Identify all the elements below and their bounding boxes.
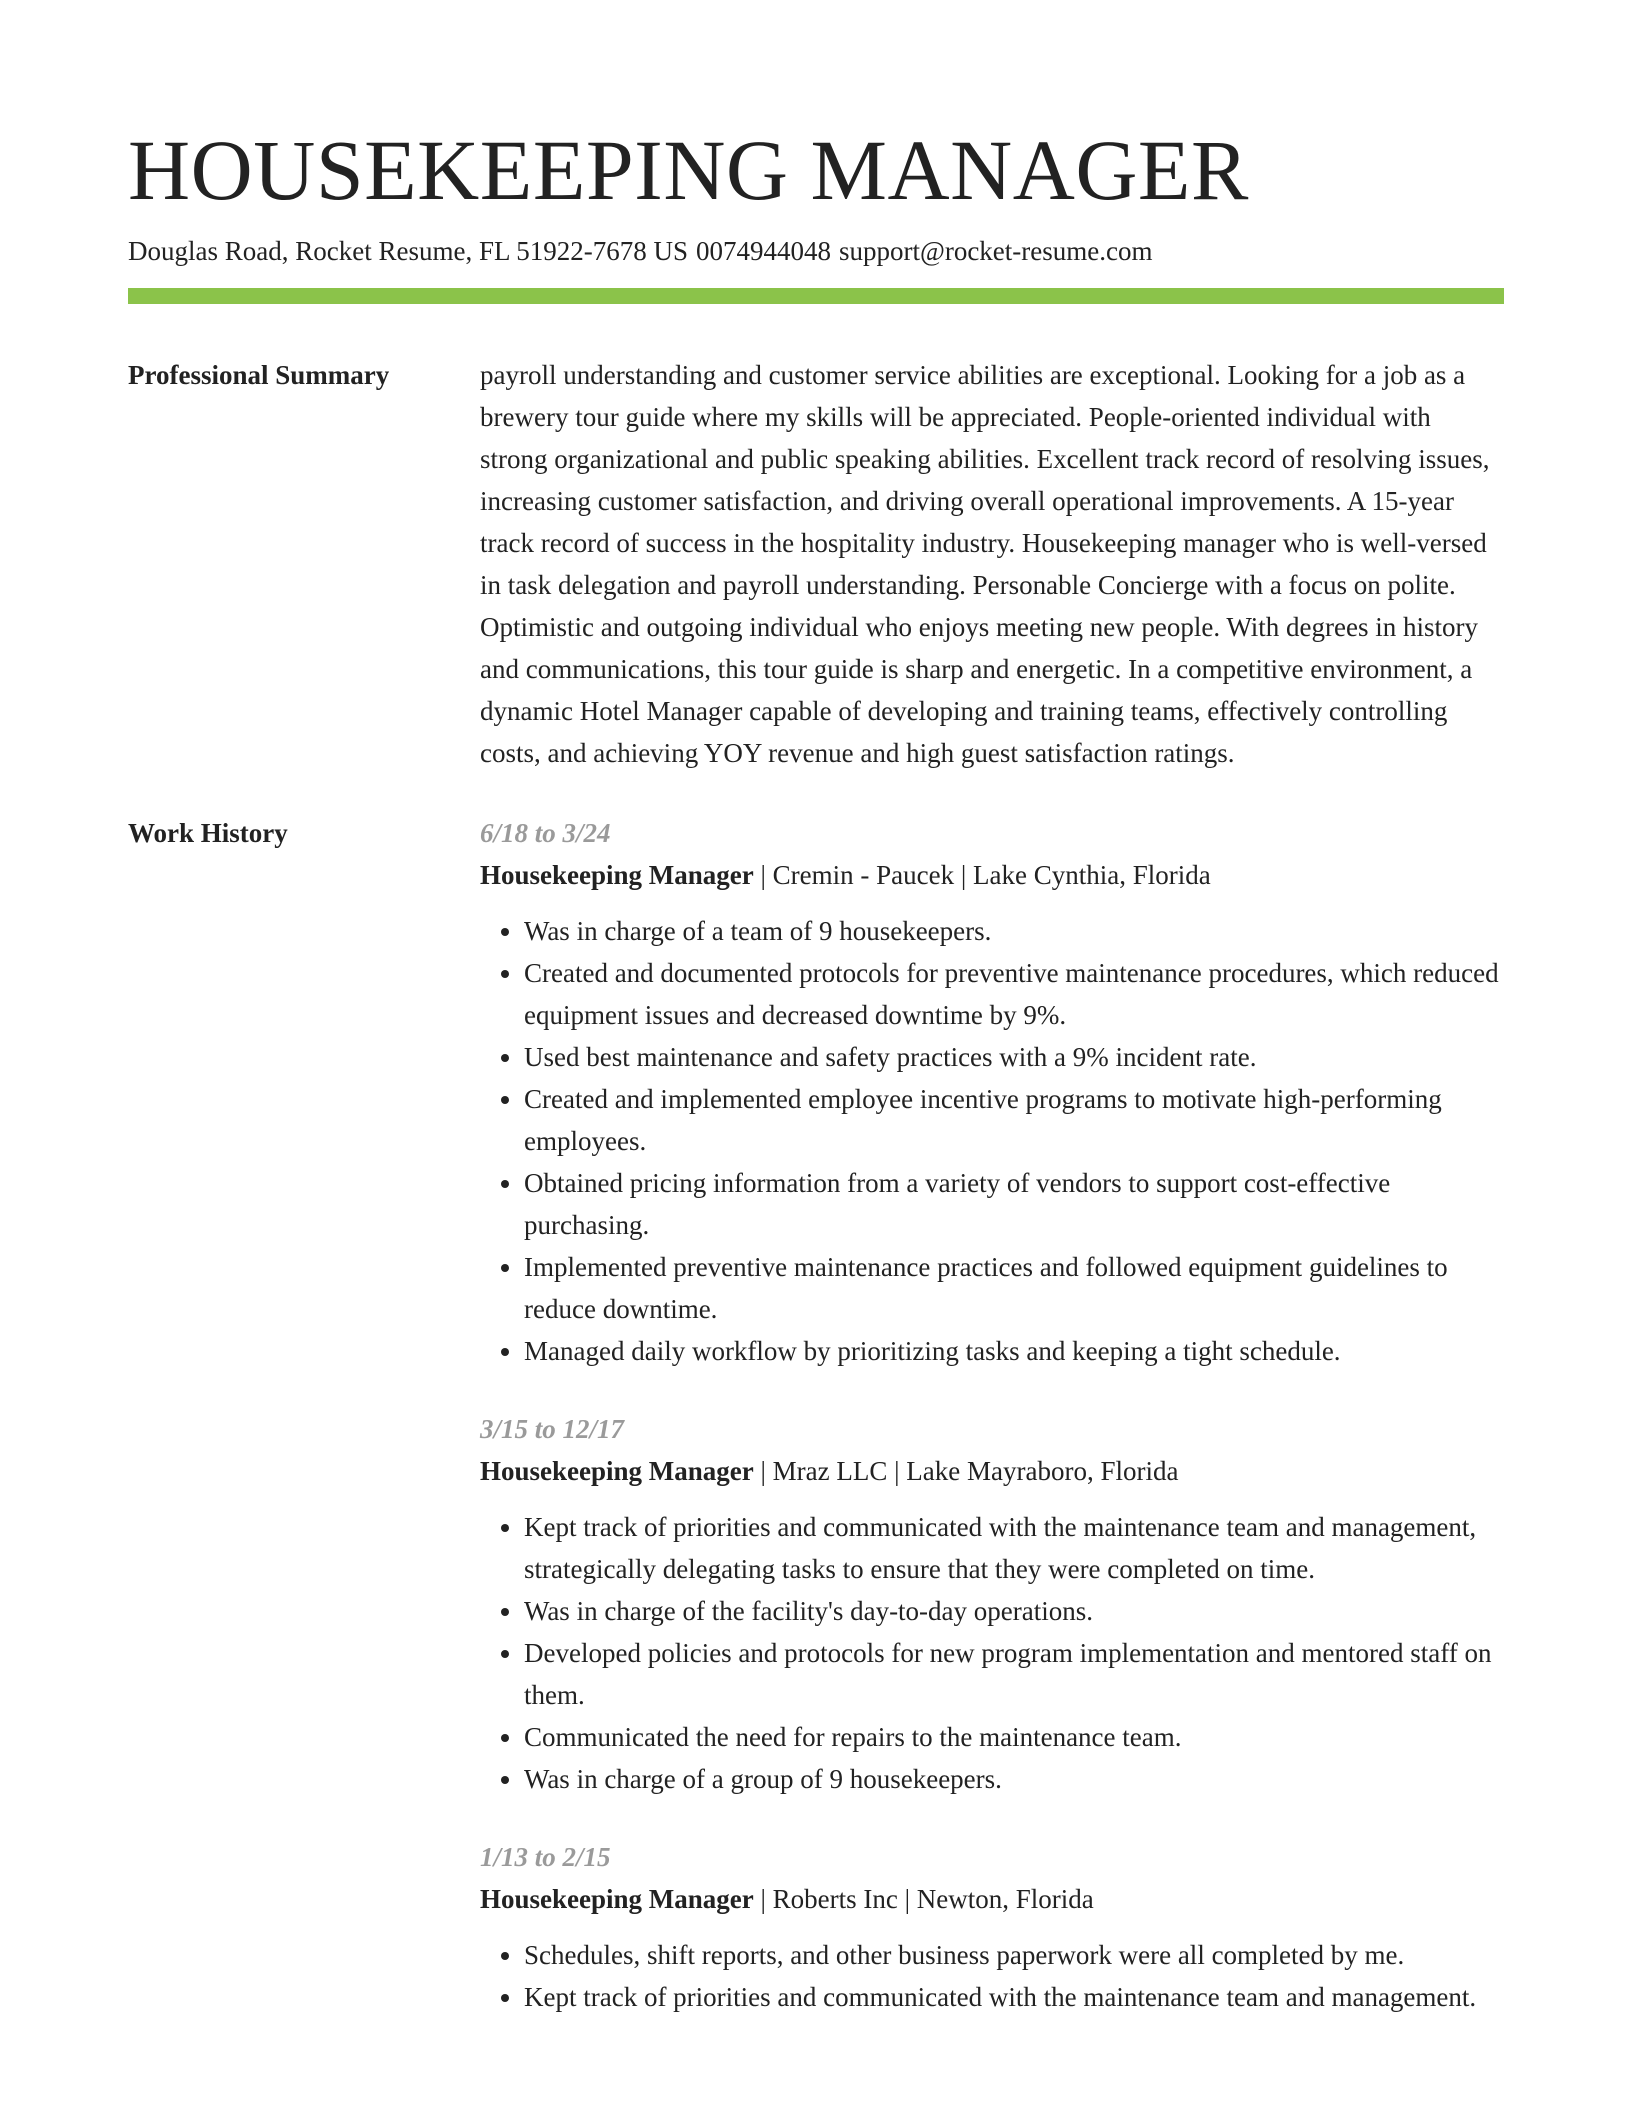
professional-summary-section	[128, 354, 1504, 774]
job-bullet: • Created and implemented employee incentive programs to motivate high-performing employees.	[524, 1078, 1504, 1162]
contact-phone: 0074944048	[695, 236, 831, 266]
job-bullets	[480, 910, 1504, 1372]
job-bullet: • Was in charge of a group of 9 housekeepers.	[524, 1758, 1504, 1800]
job-dates: 1/13 to 2/15	[480, 1842, 611, 1872]
work-history-body	[480, 812, 1504, 2054]
job-bullet: • Kept track of priorities and communicated with the maintenance team and management.	[524, 1976, 1504, 2018]
contact-email: support@rocket-resume.com	[838, 236, 1153, 266]
job-bullet: • Was in charge of the facility's day-to-day operations.	[524, 1590, 1504, 1632]
job-bullet: • Used best maintenance and safety practices with a 9% incident rate.	[524, 1036, 1504, 1078]
resume-page	[128, 120, 1504, 2054]
work-history-section	[128, 812, 1504, 2054]
job-title: Housekeeping Manager	[480, 1884, 754, 1914]
job-bullets	[480, 1506, 1504, 1800]
job-heading	[480, 1878, 1504, 1920]
job-bullet: • Schedules, shift reports, and other business paperwork were all completed by me.	[524, 1934, 1504, 1976]
header-divider	[128, 288, 1504, 304]
job-dates: 3/15 to 12/17	[480, 1414, 625, 1444]
section-label-summary: Professional Summary	[128, 360, 390, 390]
contact-address: Douglas Road, Rocket Resume, FL 51922-7678 US	[128, 236, 688, 266]
job-title: Housekeeping Manager	[480, 860, 754, 890]
job-entry	[480, 812, 1504, 1372]
job-details: | Cremin - Paucek | Lake Cynthia, Florida	[753, 860, 1211, 890]
job-bullet: • Was in charge of a team of 9 housekeepers.	[524, 910, 1504, 952]
job-heading	[480, 1450, 1504, 1492]
summary-body	[480, 354, 1504, 774]
section-label-work: Work History	[128, 818, 288, 848]
resume-title: HOUSEKEEPING MANAGER	[128, 122, 1249, 218]
job-details: | Roberts Inc | Newton, Florida	[753, 1884, 1094, 1914]
job-bullet: • Developed policies and protocols for new program implementation and mentored staff on them.	[524, 1632, 1504, 1716]
job-bullets	[480, 1934, 1504, 2018]
job-dates: 6/18 to 3/24	[480, 818, 611, 848]
job-bullet: • Communicated the need for repairs to the maintenance team.	[524, 1716, 1504, 1758]
job-heading	[480, 854, 1504, 896]
job-bullet: • Obtained pricing information from a variety of vendors to support cost-effective purchasing.	[524, 1162, 1504, 1246]
job-bullet: • Managed daily workflow by prioritizing tasks and keeping a tight schedule.	[524, 1330, 1504, 1372]
job-details: | Mraz LLC | Lake Mayraboro, Florida	[753, 1456, 1179, 1486]
job-bullet: • Implemented preventive maintenance practices and followed equipment guidelines to reduce downtime.	[524, 1246, 1504, 1330]
job-bullet: • Kept track of priorities and communicated with the maintenance team and management, strategically delegating tasks to ensure that they were completed on time.	[524, 1506, 1504, 1590]
summary-text: payroll understanding and customer service abilities are exceptional. Looking for a job as a brewery tour guide where my skills will be appreciated. People-oriented individual with strong organizational and public speaking abilities. Excellent track record of resolving issues, increasing customer satisfaction, and driving overall operational improvements. A 15-year track record of success in the hospitality industry. Housekeeping manager who is well-versed in task delegation and payroll understanding. Personable Concierge with a focus on polite. Optimistic and outgoing individual who enjoys meeting new people. With degrees in history and communications, this tour guide is sharp and energetic. In a competitive environment, a dynamic Hotel Manager capable of developing and training teams, effectively controlling costs, and achieving YOY revenue and high guest satisfaction ratings.	[480, 360, 1490, 768]
contact-line	[128, 232, 1504, 270]
job-bullet: • Created and documented protocols for preventive maintenance procedures, which reduced equipment issues and decreased downtime by 9%.	[524, 952, 1504, 1036]
job-title: Housekeeping Manager	[480, 1456, 754, 1486]
job-entry	[480, 1836, 1504, 2018]
job-entry	[480, 1408, 1504, 1800]
